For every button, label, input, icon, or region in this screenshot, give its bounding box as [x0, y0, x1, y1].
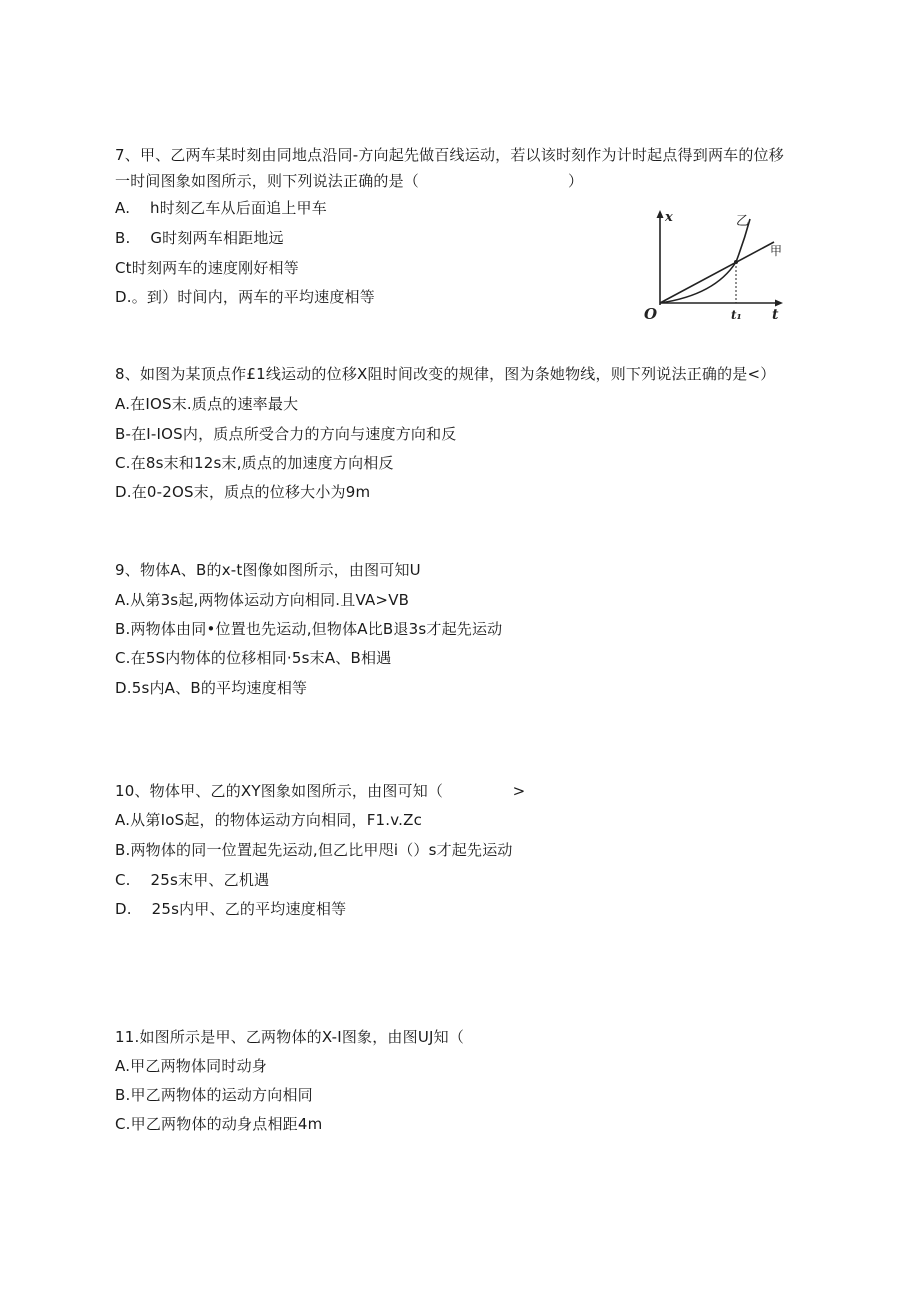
- q9-option-a: A.从第3s起,两物体运动方向相同.且VA>VB: [115, 591, 410, 609]
- q7-option-a: A. h时刻乙车从后面追上甲车: [115, 199, 327, 217]
- q10-option-b: B.两物体的同一位置起先运动,但乙比甲咫i（）s才起先运动: [115, 841, 513, 859]
- graph-x-label: x: [665, 210, 673, 225]
- graph-x-axis-arrow: [657, 210, 664, 218]
- q7-option-d: D.。到）时间内，两车的平均速度相等: [115, 288, 375, 306]
- q7-position-time-graph: [640, 205, 790, 325]
- graph-line-jia: [660, 242, 774, 303]
- graph-jia-label: 甲: [770, 244, 783, 258]
- graph-t-axis-arrow: [775, 300, 783, 307]
- q8-option-a: A.在IOS末.质点的速率最大: [115, 395, 299, 413]
- q8-option-d: D.在0-2OS末，质点的位移大小为9m: [115, 483, 371, 501]
- q8-option-c: C.在8s末和12s末,质点的加速度方向相反: [115, 454, 394, 472]
- graph-t-label: t: [772, 307, 779, 323]
- q10-option-a: A.从第IoS起，的物体运动方向相同，F1.v.Zc: [115, 811, 423, 829]
- q9-stem: 9、物体A、B的x-t图像如图所示，由图可知U: [115, 561, 421, 579]
- q10-option-d: D. 25s内甲、乙的平均速度相等: [115, 900, 347, 918]
- q7-option-c: Ct时刻两车的速度刚好相等: [115, 259, 299, 277]
- q9-option-d: D.5s内A、B的平均速度相等: [115, 679, 308, 697]
- q7-option-b: B. G时刻两车相距地远: [115, 229, 284, 247]
- graph-yi-label: 乙: [736, 214, 750, 229]
- q11-option-c: C.甲乙两物体的动身点相距4m: [115, 1115, 323, 1133]
- q11-stem: 11.如图所示是甲、乙两物体的X-I图象，由图UJ知（: [115, 1028, 465, 1046]
- q11-option-a: A.甲乙两物体同时动身: [115, 1057, 267, 1075]
- q10-option-c: C. 25s末甲、乙机遇: [115, 871, 270, 889]
- graph-t1-label: t₁: [731, 308, 742, 322]
- q10-stem: 10、物体甲、乙的XY图象如图所示，由图可知（ >: [115, 782, 526, 800]
- q11-option-b: B.甲乙两物体的运动方向相同: [115, 1086, 313, 1104]
- graph-origin-label: O: [644, 305, 658, 323]
- q7-stem-line1: 7、甲、乙两车某时刻由同地点沿同-方向起先做百线运动，若以该时刻作为计时起点得到两车的位移: [115, 146, 784, 164]
- q9-option-b: B.两物体由同•位置也先运动,但物体A比B退3s才起先运动: [115, 620, 503, 638]
- q9-option-c: C.在5S内物体的位移相同·5s末A、B相遇: [115, 649, 392, 667]
- q8-stem: 8、如图为某顶点作£1线运动的位移X阻时间改变的规律，图为条她物线，则下列说法正确的是<）: [115, 365, 776, 383]
- q8-option-b: B-在I-IOS内，质点所受合力的方向与速度方向和反: [115, 425, 457, 443]
- q7-stem-line2: 一时间图象如图所示，则下列说法正确的是（ ）: [115, 172, 584, 190]
